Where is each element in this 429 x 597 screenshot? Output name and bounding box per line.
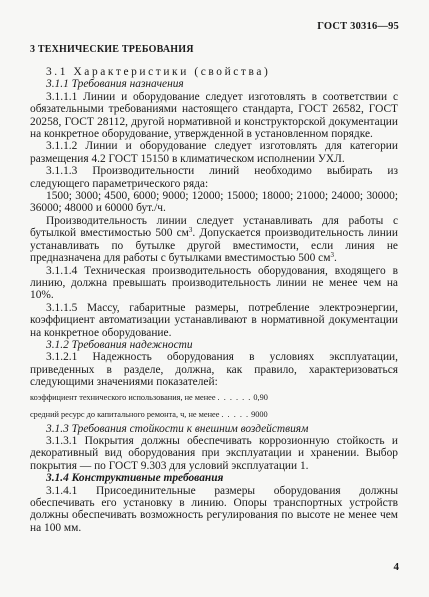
- paragraph-3-1-3-1: 3.1.3.1 Покрытия должны обеспечивать коррозионную стойкость и декоративный вид оборудования при эксплуатации и хранении. Выбор покрытия — по ГОСТ 9.303 для условий эксплуатации 1.: [30, 434, 398, 472]
- paragraph-3-1-2-1: 3.1.2.1 Надежность оборудования в условиях эксплуатации, приведенных в разделе, должна, как правило, характеризоваться следующими значениями показателей:: [30, 351, 398, 389]
- subsection-heading-3-1-4: 3.1.4 Конструктивные требования: [46, 472, 224, 485]
- indicator-dots: . . . . . .: [217, 392, 252, 402]
- indicator-value: 9000: [251, 409, 268, 419]
- document-body: [30, 66, 398, 534]
- indicator-label: средний ресурс до капитального ремонта, ч, не менее: [30, 409, 220, 419]
- cubic-superscript-2: 3: [330, 251, 334, 260]
- productivity-text-2: . Допускается производительность линии устанавливать по бутылке другой вместимости, если линия не предназначена для работы с бутылками вместимостью 500 см: [30, 227, 398, 265]
- productivity-text-end: .: [333, 252, 337, 265]
- indicator-row: [30, 407, 398, 423]
- paragraph-3-1-1-5: 3.1.1.5 Массу, габаритные размеры, потребление электроэнергии, коэффициент автоматизации устанавливают в нормативной документации на конкретное оборудование.: [30, 301, 398, 339]
- paragraph-3-1-1-1: 3.1.1.1 Линии и оборудование следует изготовлять в соответствии с обязательными требованиями настоящего стандарта, ГОСТ 26582, ГОСТ 20258, ГОСТ 28112, другой нормативной и конструкторской документации на конкретное оборудование, утвержденной в установленном порядке.: [30, 90, 398, 141]
- indicator-value: 0,90: [253, 392, 268, 402]
- subsection-heading-3-1-1: 3.1.1 Требования назначения: [46, 78, 184, 91]
- subsection-heading-3-1: 3.1 Характеристики (свойства): [46, 66, 271, 78]
- document-header-id: ГОСТ 30316—95: [317, 21, 399, 32]
- paragraph-3-1-1-4: 3.1.1.4 Техническая производительность оборудования, входящего в линию, должна превышать производительность линии не менее чем на 10%.: [30, 264, 398, 302]
- paragraph-productivity: [30, 215, 398, 265]
- indicator-row: [30, 390, 398, 406]
- cubic-superscript-1: 3: [188, 226, 193, 235]
- section-title: 3 ТЕХНИЧЕСКИЕ ТРЕБОВАНИЯ: [30, 44, 194, 55]
- paragraph-3-1-1-2: 3.1.1.2 Линии и оборудование следует изготовлять для категории размещения 4.2 ГОСТ 15150 в климатическом исполнении УХЛ.: [30, 140, 398, 165]
- paragraph-3-1-4-1: 3.1.4.1 Присоединительные размеры оборудования должны обеспечивать его установку в линию. Опоры транспортных устройств должны обеспечивать возможность регулирования по высоте не менее чем на 100 мм.: [30, 484, 398, 534]
- indicator-label: коэффициент технического использования, не менее: [30, 392, 216, 402]
- productivity-text-1: Производительность линии следует устанавливать для работы с бутылкой вместимостью 500 см: [30, 214, 398, 240]
- subsection-heading-3-1-2: 3.1.2 Требования надежности: [46, 338, 193, 351]
- subsection-heading-3-1-3: 3.1.3 Требования стойкости к внешним воздействиям: [46, 422, 309, 435]
- productivity-series: 1500; 3000; 4500, 6000; 9000; 12000; 15000; 18000; 21000; 24000; 30000; 36000; 48000 и 60000 бут./ч.: [30, 190, 398, 215]
- paragraph-3-1-1-3: 3.1.1.3 Производительности линий необходимо выбирать из следующего параметрического ряда:: [30, 165, 398, 190]
- page-number: 4: [393, 561, 399, 573]
- indicator-dots: . . . . .: [221, 409, 250, 419]
